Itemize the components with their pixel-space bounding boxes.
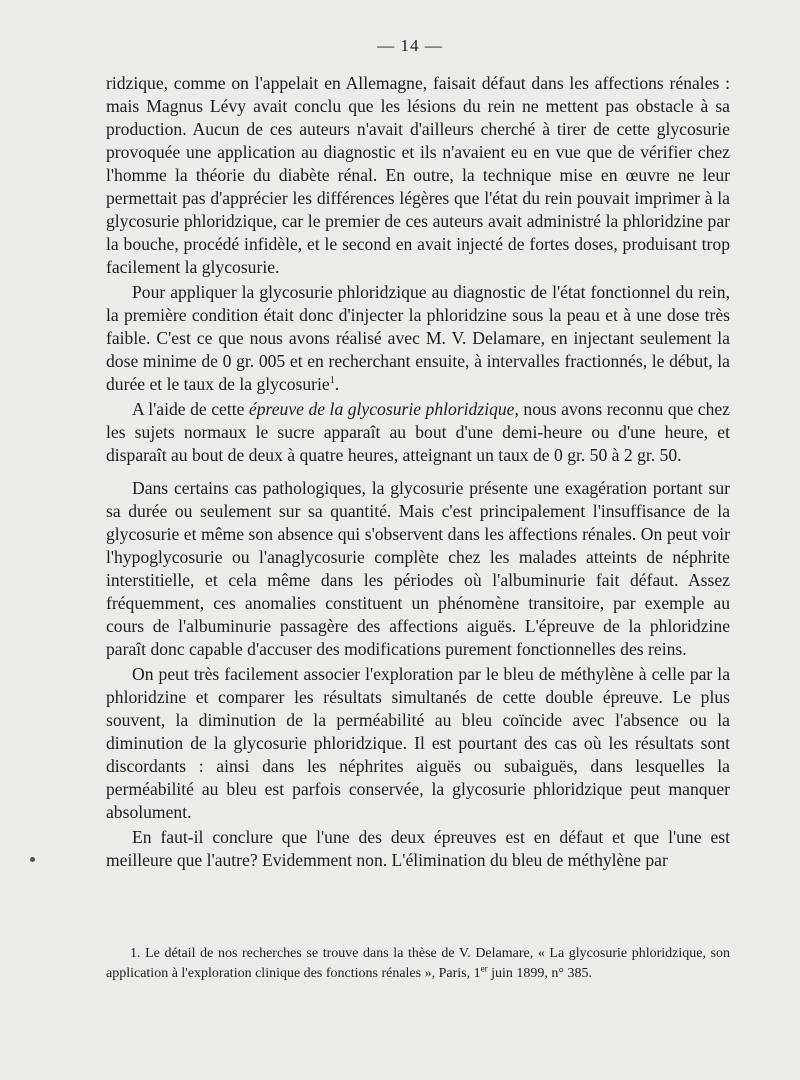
footnote-text (106, 944, 730, 984)
paragraph-conclusion: En faut-il conclure que l'une des deux épreuves est en défaut et que l'une est meilleure que l'autre? Evidemment non. L'élimination du bleu de méthylène par (106, 827, 730, 870)
footnote-superscript: er (480, 963, 488, 974)
paragraph-pathological-cases: Dans certains cas pathologiques, la glycosurie présente une exagération portant sur sa durée ou seulement sur sa quantité. Mais c'est principalement l'insuffisance de la glycosurie et même son absence qui s'observent dans les affections rénales. On peut voir l'hypoglycosurie ou l'anaglycosurie complète chez les malades atteints de néphrite interstitielle, et cela même dans les périodes où l'albuminurie fait défaut. Assez fréquemment, ces anomalies constituent un phénomène transitoire, par exemple au cours de l'albuminurie passagère des affections aiguës. L'épreuve de la phloridzine paraît donc capable d'accuser des modifications purement fonctionnelles des reins. (106, 478, 730, 659)
paragraph-phloridzine-injection (106, 281, 730, 396)
footnote-text-end: juin 1899, n° 385. (487, 966, 592, 981)
paragraph-continuation: ridzique, comme on l'appelait en Allemagne, faisait défaut dans les affections rénales : mais Magnus Lévy avait conclu que les lésions du rein ne mettent pas obstacle à sa production. Aucun de ces auteurs n'avait d'ailleurs cherché à tirer de cette glycosurie provoquée une application au diagnostic et ils n'avaient eu en vue que de vérifier chez l'homme la théorie du diabète rénal. En outre, la technique mise en œuvre ne leur permettait pas d'apprécier les différences légères que l'état du rein pouvait imprimer à la glycosurie phloridzique, car le premier de ces auteurs avait administré la phloridzine par la bouche, procédé infidèle, et le second en avait injecté de fortes doses, produisant trop facilement la glycosurie. (106, 73, 730, 277)
footnote-reference: 1 (329, 375, 335, 387)
body-text (106, 72, 730, 872)
paragraph-text-end: . (334, 374, 340, 394)
paragraph-normal-subjects (106, 398, 730, 467)
paragraph-text: A l'aide de cette (132, 399, 249, 419)
footnote (106, 944, 730, 984)
ink-speck (30, 857, 35, 862)
paragraph-text: Pour appliquer la glycosurie phloridzique au diagnostic de l'état fonctionnel du rein, la première condition était donc d'injecter la phloridzine sous la peau et à une dose très faible. C'est ce que nous avons réalisé avec M. V. Delamare, en injectant seulement la dose minime de 0 gr. 005 et en recherchant ensuite, à intervalles fractionnés, le début, la durée et le taux de la glycosurie (106, 282, 730, 394)
footnote-text-start: 1. Le détail de nos recherches se trouve dans la thèse de V. Delamare, « La glycosurie phloridzique, son application à l'exploration clinique des fonctions rénales », Paris, 1 (106, 946, 730, 981)
page-number: — 14 — (377, 36, 443, 55)
paragraph-text-rest: , nous avons reconnu que chez les sujets normaux le sucre apparaît au bout d'une demi-heure ou d'une heure, et disparaît au bout de deux à quatre heures, atteignant un taux de 0 gr. 50 à 2 gr. 50. (106, 399, 730, 465)
emphasized-term: épreuve de la glycosurie phloridzique (248, 399, 515, 419)
paragraph-methylene-blue: On peut très facilement associer l'exploration par le bleu de méthylène à celle par la phloridzine et comparer les résultats simultanés de cette double épreuve. Le plus souvent, la diminution de la perméabilité au bleu coïncide avec l'absence ou la diminution de la glycosurie phloridzique. Il est pourtant des cas où les résultats sont discordants : ainsi dans les néphrites aiguës ou subaiguës, dans lesquelles la perméabilité au bleu est parfois conservée, la glycosurie phloridzique peut manquer absolument. (106, 664, 730, 822)
